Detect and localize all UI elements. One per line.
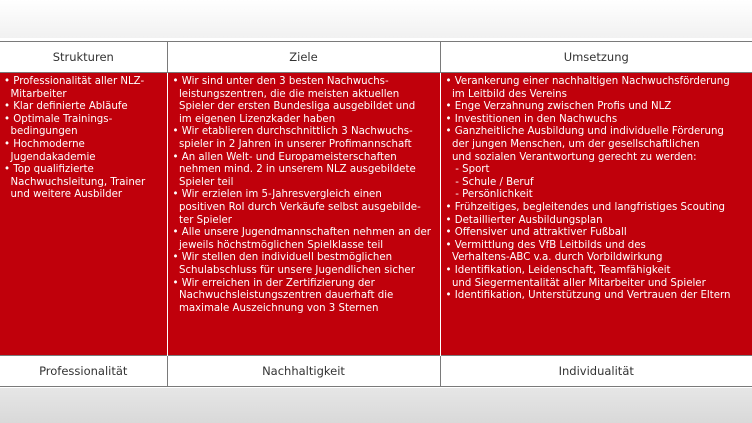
strukturen-list: • Professionalität aller NLZ- Mitarbeiter • Klar definierte Abläufe • Optimale Trainings- bedingungen • Hochmoderne Jugendakademie • Top qualifizierte Nachwuchsleitung, Trainer und weitere Ausbilder <box>4 76 146 201</box>
header-umsetzung: Umsetzung <box>440 42 752 73</box>
footer-row <box>0 356 752 387</box>
umsetzung-list: • Verankerung einer nachhaltigen Nachwuchsförderung im Leitbild des Vereins • Enge Verzahnung zwischen Profis und NLZ • Investitionen in den Nachwuchs • Ganzheitliche Ausbildung und individuelle Förderung der jungen Menschen, um der gesellschaftlichen und sozialen Verantwortung gerecht zu werden: - Sport - Schule / Beruf - Persönlichkeit • Frühzeitiges, begleitendes und langfristiges Scouting • Detaillierter Ausbildungsplan • Offensiver und attraktiver Fußball • Vermittlung des VfB Leitbilds und des Verhaltens-ABC v.a. durch Vorbildwirkung • Identifikation, Leidenschaft, Teamfähigkeit und Siegermentalität aller Mitarbeiter und Spieler • Identifikation, Unterstützung und Vertrauen der Eltern <box>445 76 731 302</box>
header-row <box>0 42 752 73</box>
top-band <box>0 0 752 38</box>
strategy-table <box>0 41 752 387</box>
header-strukturen: Strukturen <box>0 42 167 73</box>
cell-ziele <box>167 73 440 356</box>
content-row <box>0 73 752 356</box>
footer-professionalitaet: Professionalität <box>0 356 167 387</box>
cell-umsetzung <box>440 73 752 356</box>
header-ziele: Ziele <box>167 42 440 73</box>
footer-nachhaltigkeit: Nachhaltigkeit <box>167 356 440 387</box>
bottom-band <box>0 388 752 423</box>
ziele-list: • Wir sind unter den 3 besten Nachwuchs- leistungszentren, die die meisten aktuellen Spieler der ersten Bundesliga ausgebildet und im eigenen Lizenzkader haben • Wir etablieren durchschnittlich 3 Nachwuchs- spieler in 2 Jahren in unserer Profimannschaft • An allen Welt- und Europameisterschaften nehmen mind. 2 in unserem NLZ ausgebildete Spieler teil • Wir erzielen im 5-Jahresvergleich einen positiven RoI durch Verkäufe selbst ausgebilde- ter Spieler • Alle unsere Jugendmannschaften nehmen an der jeweils höchstmöglichen Spielklasse teil • Wir stellen den individuell bestmöglichen Schulabschluss für unsere Jugendlichen sicher • Wir erreichen in der Zertifizierung der Nachwuchsleistungszentren dauerhaft die maximale Auszeichnung von 3 Sternen <box>172 76 431 314</box>
footer-individualitaet: Individualität <box>440 356 752 387</box>
cell-strukturen <box>0 73 167 356</box>
